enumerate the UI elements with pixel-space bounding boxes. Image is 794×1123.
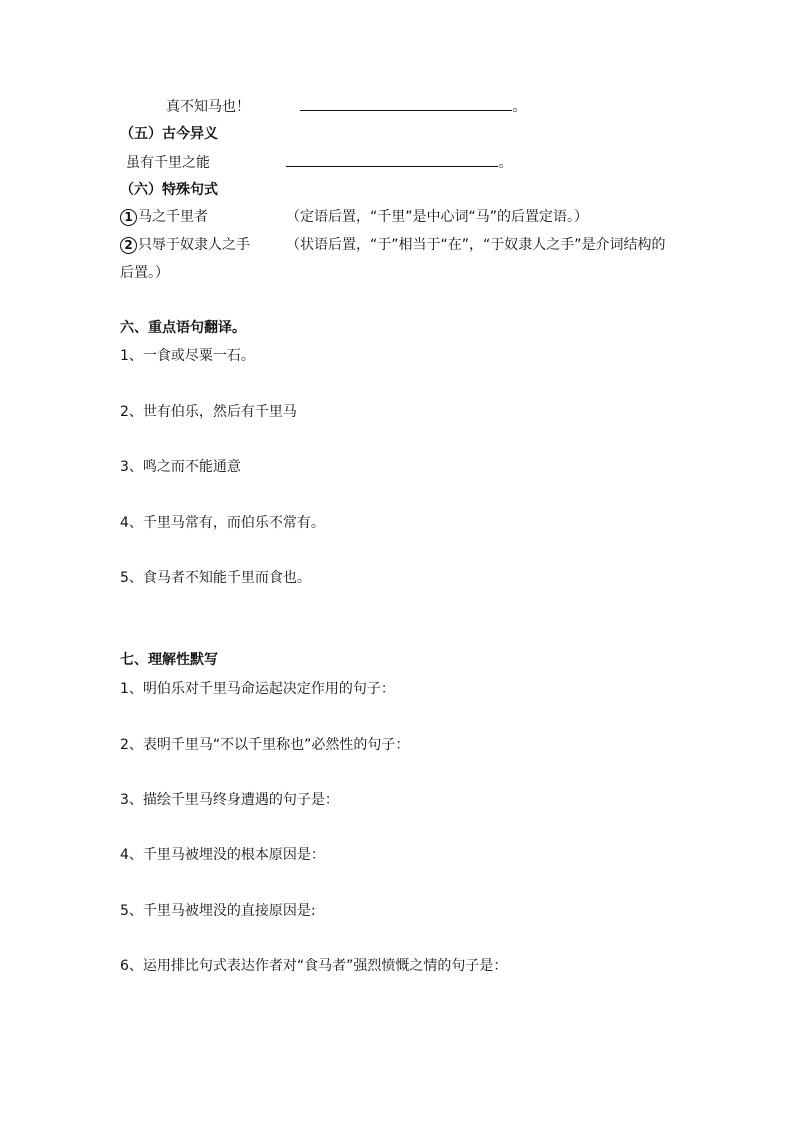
circled-number-2: 2: [120, 237, 137, 254]
item1-note: （定语后置，“千里”是中心词“马”的后置定语。）: [286, 209, 589, 225]
line2-period: 。: [498, 155, 513, 171]
item2-note-continued: 后置。）: [120, 265, 169, 281]
line1-text: 真不知马也！: [166, 99, 250, 115]
heading-gu-jin-yi-yi: （五）古今异义: [120, 126, 218, 142]
dictation-item-4: 4、千里马被埋没的根本原因是：: [120, 847, 325, 863]
dictation-item-2: 2、表明千里马“不以千里称也”必然性的句子：: [120, 737, 410, 753]
heading-te-shu-ju-shi: （六）特殊句式: [120, 182, 218, 198]
heading-translation: 六、重点语句翻译。: [120, 320, 246, 336]
item2-note: （状语后置，“于”相当于“在”，“于奴隶人之手”是介词结构的: [286, 237, 666, 253]
item1-text: 马之千里者: [138, 209, 208, 225]
translation-item-5: 5、食马者不知能千里而食也。: [120, 570, 311, 586]
line1-period: 。: [512, 99, 527, 115]
item2-text: 只辱于奴隶人之手: [138, 237, 250, 253]
answer-blank[interactable]: [286, 152, 498, 167]
answer-blank[interactable]: [300, 96, 512, 111]
translation-item-3: 3、鸣之而不能通意: [120, 459, 241, 475]
dictation-item-5: 5、千里马被埋没的直接原因是:: [120, 903, 316, 919]
translation-item-1: 1、一食或尽粟一石。: [120, 348, 255, 364]
dictation-item-3: 3、描绘千里马终身遭遇的句子是：: [120, 792, 339, 808]
line2-text: 虽有千里之能: [126, 155, 210, 171]
line-sui-you: [126, 152, 512, 173]
dictation-item-1: 1、明伯乐对千里马命运起决定作用的句子：: [120, 681, 395, 697]
heading-dictation: 七、理解性默写: [120, 652, 218, 668]
translation-item-2: 2、世有伯乐，然后有千里马: [120, 404, 297, 420]
line-zhen-bu-zhi: [166, 96, 526, 117]
circled-number-1: 1: [120, 209, 137, 226]
sentence-item-1: [120, 207, 208, 227]
sentence-item-2: [120, 235, 250, 255]
translation-item-4: 4、千里马常有，而伯乐不常有。: [120, 515, 325, 531]
dictation-item-6: 6、运用排比句式表达作者对“食马者”强烈愤慨之情的句子是：: [120, 958, 508, 974]
